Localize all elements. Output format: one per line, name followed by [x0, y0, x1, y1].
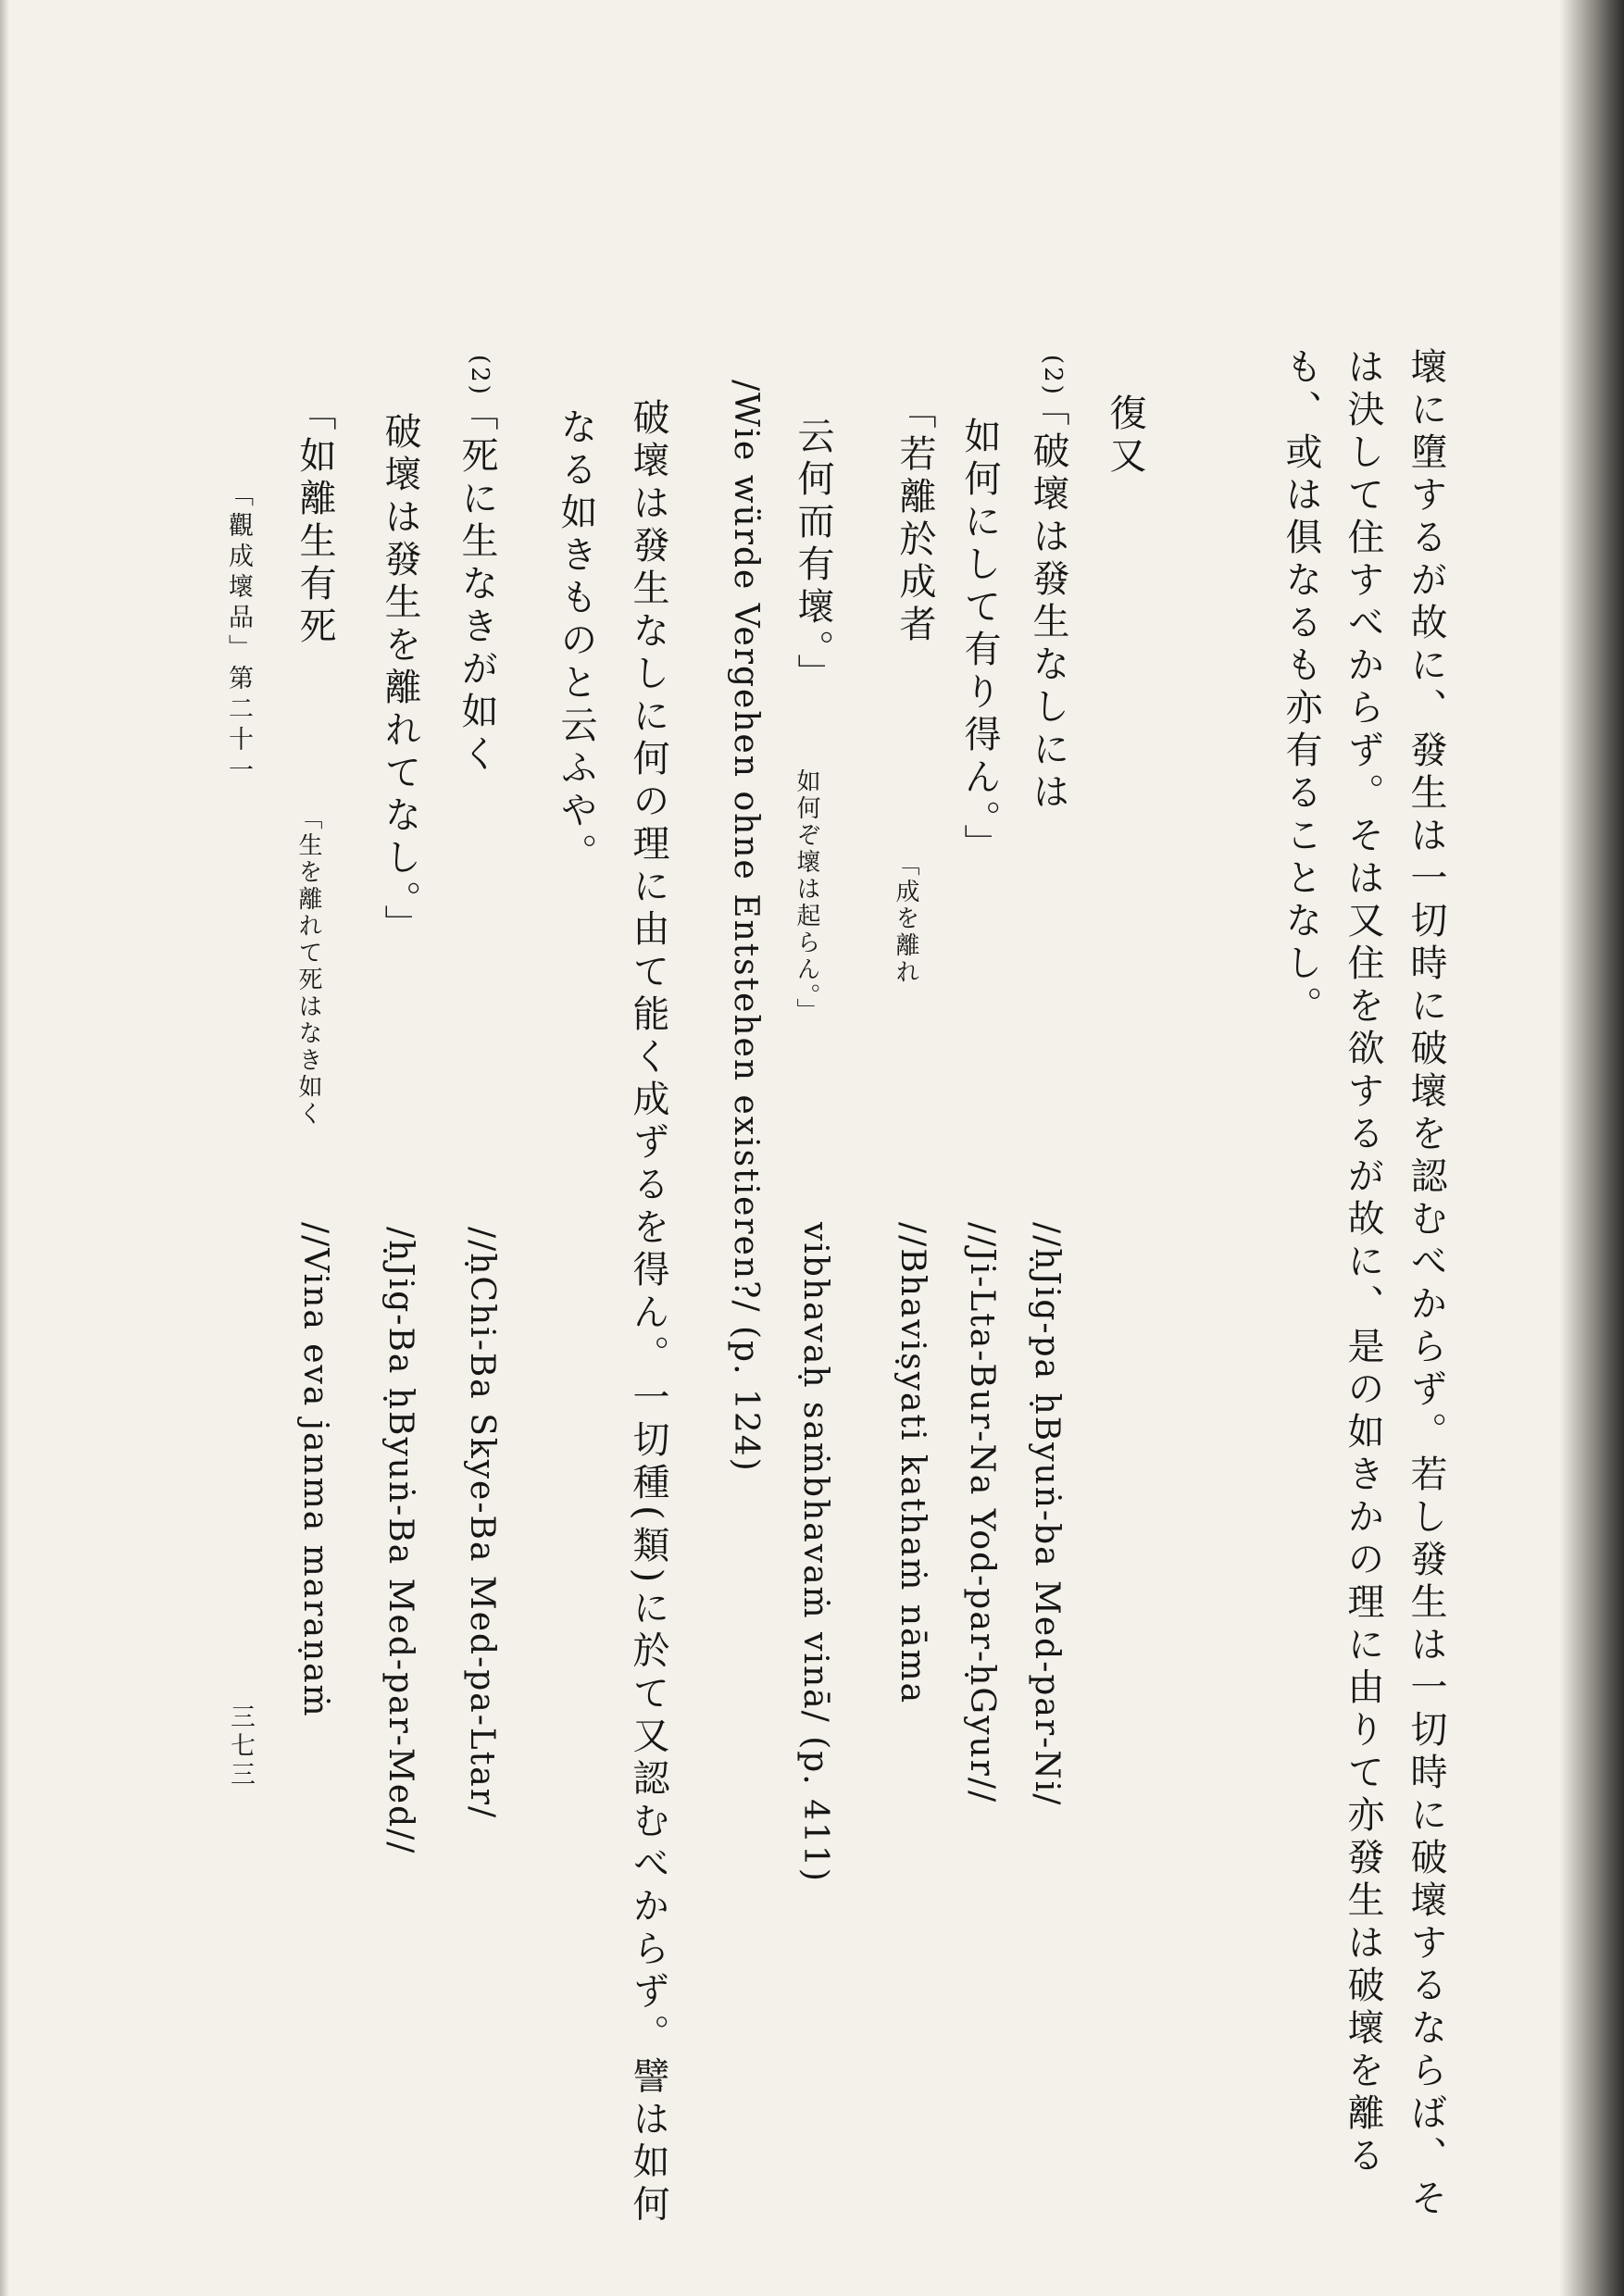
- page-number: 三七三: [226, 1703, 255, 1790]
- footnote-marker: (2): [466, 355, 493, 397]
- paragraph-line: は決して住すべからず。そは又住を欲するが故に、是の如きかの理に由りて亦發生は破壞を離る: [1342, 347, 1384, 2178]
- verse-line: 「破壞は發生なしには: [1027, 389, 1069, 815]
- page-edge-shadow: [0, 0, 9, 2296]
- verse-intro: 復又: [1104, 393, 1146, 479]
- sanskrit-line: vibhavaḥ saṁbhavaṁ vinā/ (p. 411): [796, 1222, 834, 1883]
- sanskrit-line: //Vina eva janma maraṇaṁ: [296, 1222, 334, 1718]
- verse-line: 「死に生なきが如く: [456, 393, 498, 777]
- verse-line: 如何にして有り得ん。」: [958, 417, 1001, 867]
- commentary-line: 破壞は發生なしに何の理に由て能く成ずるを得ん。一切種(類)に於て又認むべからず。譬は如何: [627, 398, 669, 2227]
- chinese-gloss: 「成を離れ: [892, 852, 919, 986]
- verse-line: 破壞は發生を離れてなし。」: [379, 412, 421, 947]
- chinese-quote: 「如離生有死: [294, 393, 336, 649]
- commentary-line: なる如きものと云ふや。: [555, 407, 597, 876]
- chinese-gloss: 如何ぞ壞は起らん。」: [793, 768, 820, 1025]
- tibetan-line: //Ji-Lta-Bur-Na Yod-par-ḥGyur//: [963, 1222, 1001, 1804]
- running-footer: 「觀成壞品」第二十一: [224, 481, 253, 787]
- book-spine-shadow: [1559, 0, 1624, 2296]
- footnote-marker: (2): [1039, 355, 1067, 397]
- german-translation: /Wie würde Vergehen ohne Entstehen existieren?/ (p. 124): [727, 380, 765, 1473]
- tibetan-line: //ḥJig-pa ḥByuṅ-ba Med-par-Ni/: [1028, 1222, 1066, 1807]
- tibetan-line: /ḥJig-Ba ḥByuṅ-Ba Med-par-Med//: [381, 1227, 419, 1855]
- chinese-quote: 「若離於成者: [893, 392, 936, 647]
- paragraph-line: も、或は俱なるも亦有ることなし。: [1280, 347, 1322, 1029]
- tibetan-line: //ḥChi-Ba Skye-Ba Med-pa-Ltar/: [463, 1227, 501, 1820]
- chinese-quote: 云何而有壞。」: [792, 417, 834, 696]
- paragraph-line: 壞に墮するが故に、發生は一切時に破壞を認むべからず。若し發生は一切時に破壞するならば、そ: [1405, 347, 1447, 2221]
- chinese-gloss: 「生を離れて死はなき如く: [294, 805, 322, 1128]
- sanskrit-line: //Bhaviṣyati kathaṁ nāma: [893, 1222, 931, 1705]
